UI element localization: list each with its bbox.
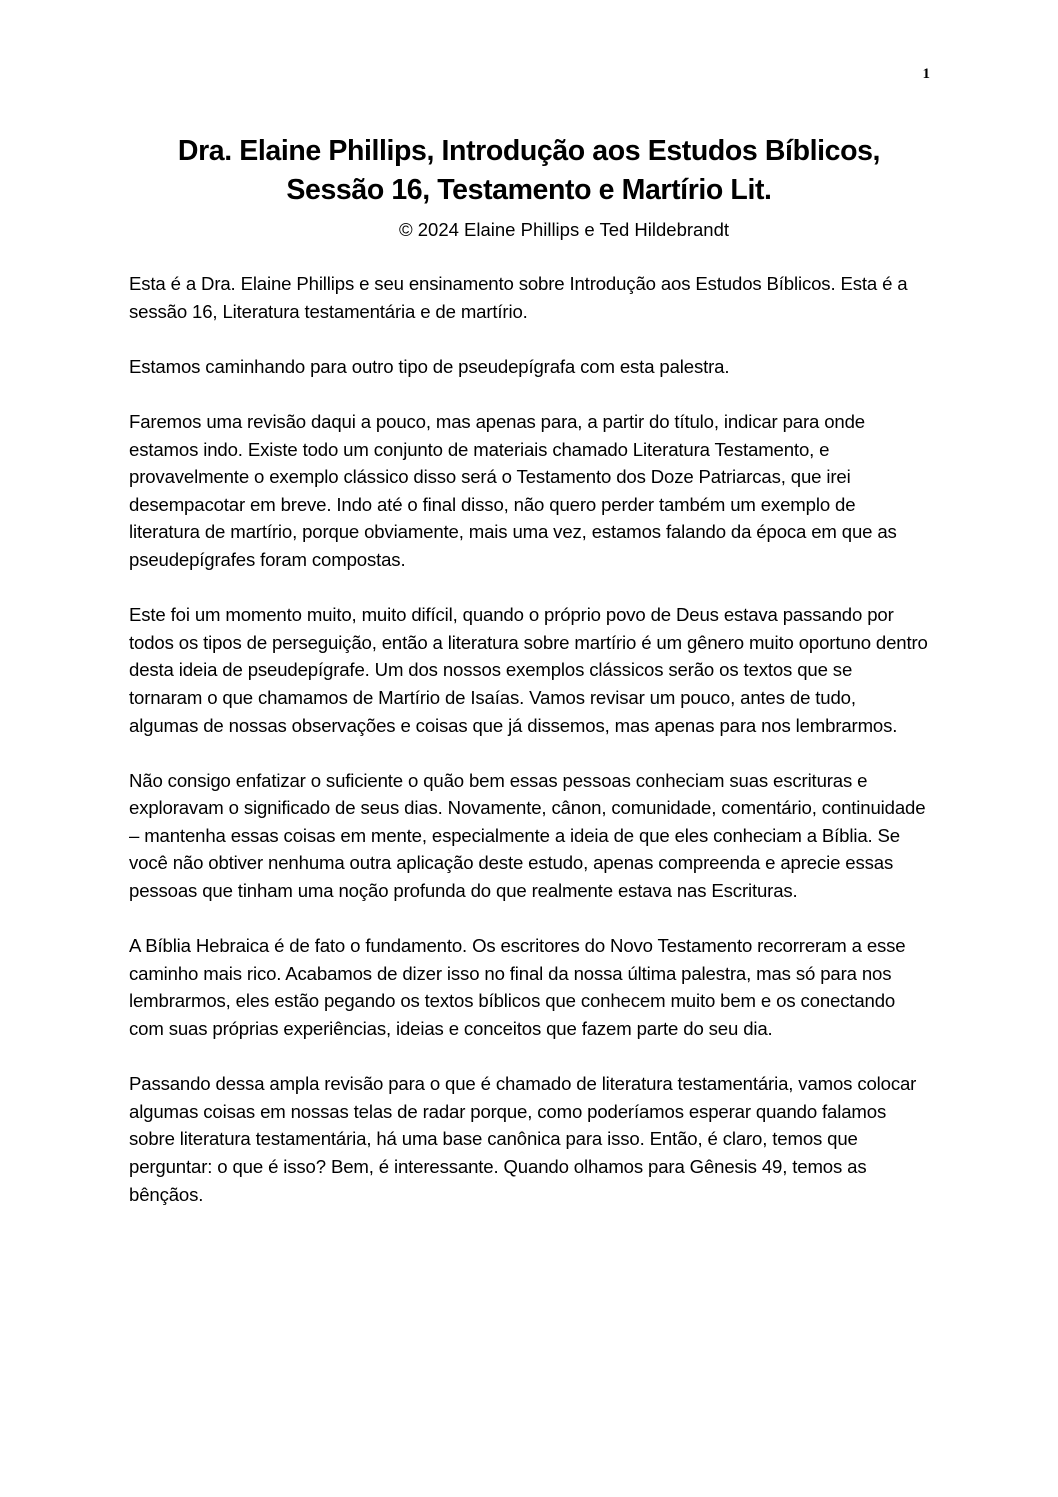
copyright-line: © 2024 Elaine Phillips e Ted Hildebrandt bbox=[398, 219, 730, 240]
paragraph: Não consigo enfatizar o suficiente o quão bem essas pessoas conheciam suas escrituras e exploravam o significado de seus dias. Novamente, cânon, comunidade, comentário, continuidade – mantenha essas coisas em mente, especialmente a ideia de que eles conheciam a Bíblia. Se você não obtiver nenhuma outra aplicação deste estudo, apenas compreenda e aprecie essas pessoas que tinham uma noção profunda do que realmente estava nas Escrituras. bbox=[129, 769, 926, 902]
paragraph: Esta é a Dra. Elaine Phillips e seu ensinamento sobre Introdução aos Estudos Bíblicos. Esta é a sessão 16, Literatura testamentária e de martírio. bbox=[129, 273, 908, 322]
paragraph: Faremos uma revisão daqui a pouco, mas apenas para, a partir do título, indicar para onde estamos indo. Existe todo um conjunto de materiais chamado Literatura Testamento, e provavelmente o exemplo clássico disso será o Testamento dos Doze Patriarcas, que irei desempacotar em breve. Indo até o final disso, não quero perder também um exemplo de literatura de martírio, porque obviamente, mais uma vez, estamos falando da época em que as pseudepígrafes foram compostas. bbox=[129, 410, 897, 570]
paragraph: Passando dessa ampla revisão para o que é chamado de literatura testamentária, vamos colocar algumas coisas em nossas telas de radar porque, como poderíamos esperar quando falamos sobre literatura testamentária, há uma base canônica para isso. Então, é claro, temos que perguntar: o que é isso? Bem, é interessante. Quando olhamos para Gênesis 49, temos as bênçãos. bbox=[129, 1073, 917, 1205]
document-body bbox=[129, 270, 929, 1236]
document-title bbox=[0, 132, 1058, 210]
title-line-1: Dra. Elaine Phillips, Introdução aos Estudos Bíblicos, bbox=[177, 135, 881, 167]
title-line-2: Sessão 16, Testamento e Martírio Lit. bbox=[286, 174, 772, 206]
paragraph: Estamos caminhando para outro tipo de pseudepígrafa com esta palestra. bbox=[129, 355, 730, 377]
page-number: 1 bbox=[922, 66, 930, 82]
paragraph: A Bíblia Hebraica é de fato o fundamento. Os escritores do Novo Testamento recorreram a esse caminho mais rico. Acabamos de dizer isso no final da nossa última palestra, mas só para nos lembrarmos, eles estão pegando os textos bíblicos que conhecem muito bem e os conectando com suas próprias experiências, ideias e conceitos que fazem parte do seu dia. bbox=[129, 935, 906, 1040]
paragraph: Este foi um momento muito, muito difícil, quando o próprio povo de Deus estava passando por todos os tipos de perseguição, então a literatura sobre martírio é um gênero muito oportuno dentro desta ideia de pseudepígrafe. Um dos nossos exemplos clássicos serão os textos que se tornaram o que chamamos de Martírio de Isaías. Vamos revisar um pouco, antes de tudo, algumas de nossas observações e coisas que já dissemos, mas apenas para nos lembrarmos. bbox=[129, 604, 928, 736]
